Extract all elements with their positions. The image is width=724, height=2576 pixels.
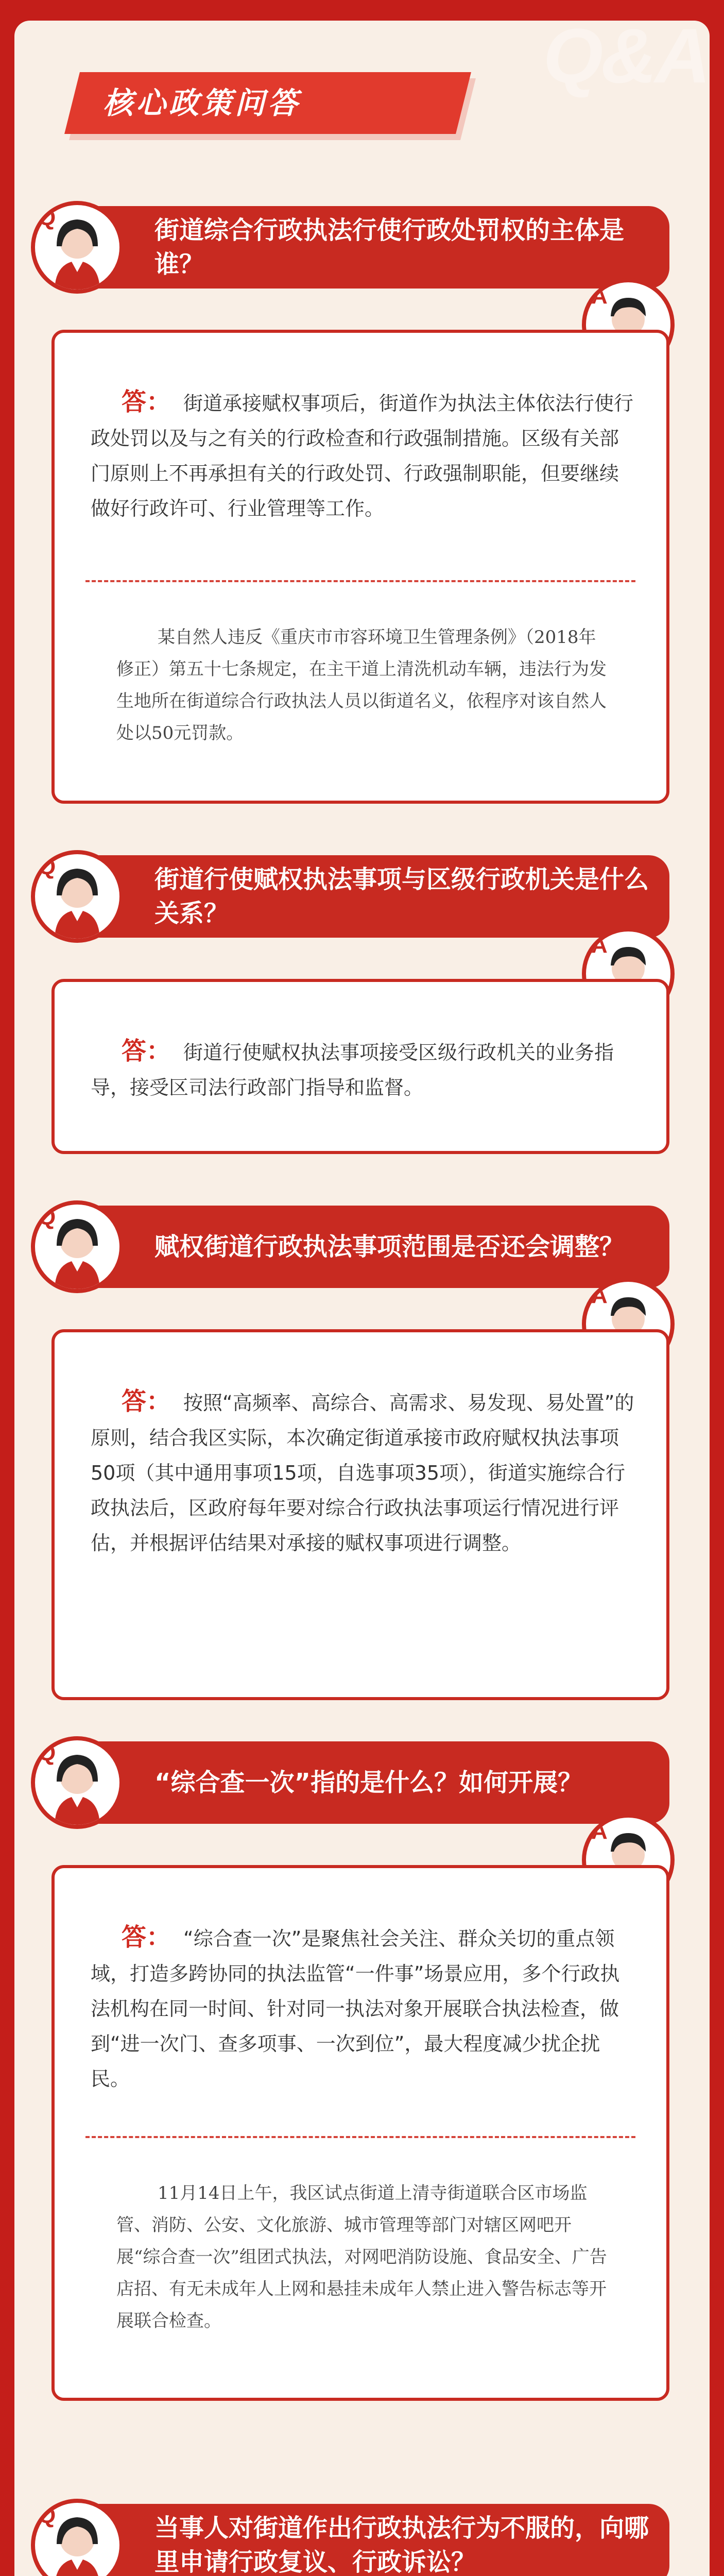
question-text-4: “综合查一次”指的是什么？如何开展？ — [154, 1768, 583, 1797]
note-text-1: 某自然人违反《重庆市市容环境卫生管理条例》（2018年修正）第五十七条规定，在主干道上清洗机动车辆，违法行为发生地所在街道综合行政执法人员以街道名义，依程序对该自然人处以50元罚款。 — [116, 627, 607, 743]
answer-label-1: 答： — [122, 387, 171, 416]
answer-box-3 — [51, 1329, 669, 1700]
note-text-4: 11月14日上午，我区试点街道上清寺街道联合区市场监管、消防、公安、文化旅游、城市管理等部门对辖区网吧开展“综合查一次”组团式执法，对网吧消防设施、食品安全、广告店招、有无未成年人上网和悬挂未成年人禁止进入警告标志等开展联合检查。 — [116, 2183, 607, 2331]
qa-watermark: Q&A — [543, 12, 709, 99]
answer-block-3 — [91, 1384, 635, 1561]
answer-text-4: “综合查一次”是聚焦社会关注、群众关切的重点领域，打造多跨协同的执法监管“一件事”场景应用，多个行政执法机构在同一时间、针对同一执法对象开展联合执法检查，做到“进一次门、查多项事、一次到位”，最大程度减少扰企扰民。 — [91, 1927, 620, 2090]
divider-4 — [85, 2136, 635, 2138]
question-header-3 — [41, 1206, 669, 1288]
question-header-1 — [41, 206, 669, 289]
a-letter: A — [591, 283, 608, 309]
a-letter: A — [591, 1819, 608, 1844]
divider-1 — [85, 580, 635, 582]
question-header-5 — [41, 2504, 669, 2576]
q-letter: Q — [38, 1740, 56, 1766]
answer-text-3: 按照“高频率、高综合、高需求、易发现、易处置”的原则，结合我区实际，本次确定街道承接市政府赋权执法事项50项（其中通用事项15项，自选事项35项），街道实施综合行政执法后，区政府每年要对综合行政执法事项运行情况进行评估，并根据评估结果对承接的赋权事项进行调整。 — [91, 1392, 634, 1554]
answer-box-2 — [51, 979, 669, 1154]
question-header-2 — [41, 855, 669, 938]
note-block-1 — [116, 621, 610, 749]
answer-label-4: 答： — [122, 1923, 171, 1952]
answer-label-2: 答： — [122, 1037, 171, 1065]
answer-text-2: 街道行使赋权执法事项接受区级行政机关的业务指导，接受区司法行政部门指导和监督。 — [91, 1041, 614, 1099]
answer-block-2 — [91, 1033, 635, 1105]
a-letter: A — [591, 933, 608, 958]
q-letter: Q — [38, 205, 56, 230]
answer-block-4 — [91, 1920, 635, 2096]
answer-block-1 — [91, 384, 635, 526]
a-letter: A — [591, 1283, 608, 1308]
answer-box-4 — [51, 1865, 669, 2401]
banner-title: 核心政策问答 — [103, 86, 301, 121]
question-avatar-3 — [31, 1200, 124, 1293]
answer-box-1 — [51, 330, 669, 804]
question-text-5: 当事人对街道作出行政执法行为不服的，向哪里申请行政复议、行政诉讼？ — [154, 2514, 649, 2576]
question-header-4 — [41, 1741, 669, 1824]
question-avatar-1 — [31, 201, 124, 294]
q-letter: Q — [38, 2503, 56, 2528]
question-avatar-2 — [31, 850, 124, 943]
note-block-4 — [116, 2177, 610, 2337]
q-letter: Q — [38, 1205, 56, 1230]
question-text-3: 赋权街道行政执法事项范围是否还会调整？ — [154, 1232, 625, 1261]
question-text-1: 街道综合行政执法行使行政处罚权的主体是谁？ — [154, 216, 625, 279]
answer-text-1: 街道承接赋权事项后，街道作为执法主体依法行使行政处罚以及与之有关的行政检查和行政强制措施。区级有关部门原则上不再承担有关的行政处罚、行政强制职能，但要继续做好行政许可、行业管理等工作。 — [91, 392, 634, 520]
q-letter: Q — [38, 854, 56, 879]
question-text-2: 街道行使赋权执法事项与区级行政机关是什么关系？ — [154, 865, 649, 928]
answer-label-3: 答： — [122, 1387, 171, 1416]
question-avatar-4 — [31, 1736, 124, 1829]
